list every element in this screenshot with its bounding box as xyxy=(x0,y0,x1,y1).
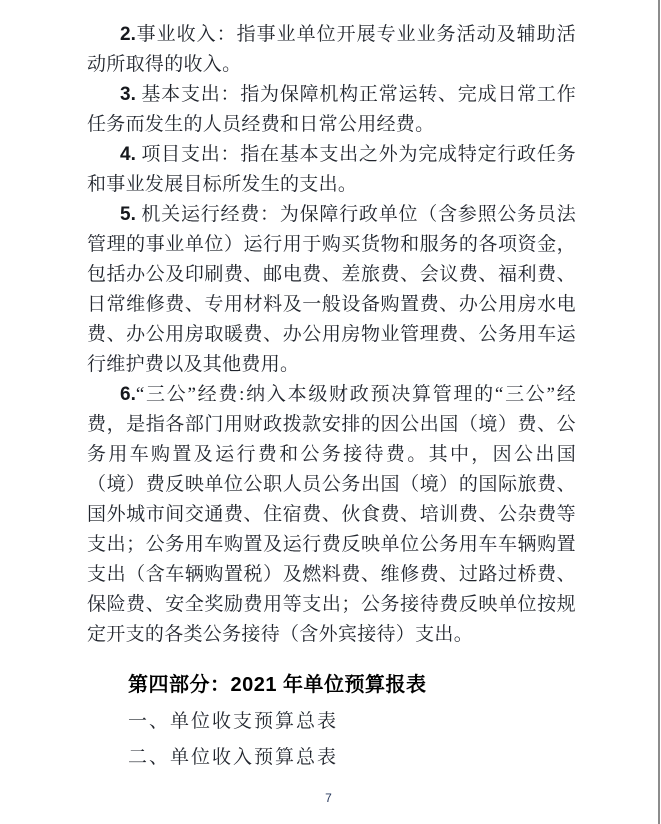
item-text: “三公”经费:纳入本级财政预决算管理的“三公”经费，是指各部门用财政拨款安排的因公出国（境）费、公务用车购置及运行费和公务接待费。其中，因公出国（境）费反映单位公职人员公务出国（境）的国际旅费、国外城市间交通费、住宿费、伙食费、培训费、公杂费等支出；公务用车购置及运行费反映单位公务用车车辆购置支出（含车辆购置税）及燃料费、维修费、过路过桥费、保险费、安全奖励费用等支出；公务接待费反映单位按规定开支的各类公务接待（含外宾接待）支出。 xyxy=(87,384,576,645)
item-text: 机关运行经费：为保障行政单位（含参照公务员法管理的事业单位）运行用于购买货物和服务的各项资金，包括办公及印刷费、邮电费、差旅费、会议费、福利费、日常维修费、专用材料及一般设备购置费、办公用房水电费、办公用房取暖费、办公用房物业管理费、公务用车运行维护费以及其他费用。 xyxy=(87,204,576,375)
list-item-income-expense-table: 一、单位收支预算总表 xyxy=(128,711,339,732)
page-number: 7 xyxy=(325,791,332,805)
item-number: 6. xyxy=(120,384,136,405)
page-content xyxy=(87,20,576,776)
item-number: 4. xyxy=(120,144,136,165)
item-text: 事业收入：指事业单位开展专业业务活动及辅助活动所取得的收入。 xyxy=(87,24,576,75)
item-number: 3. xyxy=(120,84,136,105)
definition-paragraph-3 xyxy=(87,80,576,140)
item-number: 2. xyxy=(120,24,136,45)
item-text: 基本支出：指为保障机构正常运转、完成日常工作任务而发生的人员经费和日常公用经费。 xyxy=(87,84,576,135)
section-heading: 第四部分：2021 年单位预算报表 xyxy=(128,674,427,696)
definition-paragraph-2 xyxy=(87,20,576,80)
definition-paragraph-6 xyxy=(87,380,576,650)
definition-paragraph-4 xyxy=(87,140,576,200)
item-text: 项目支出：指在基本支出之外为完成特定行政任务和事业发展目标所发生的支出。 xyxy=(87,144,576,195)
definition-paragraph-5 xyxy=(87,200,576,380)
report-table-list xyxy=(87,704,576,776)
page-right-edge xyxy=(658,0,660,824)
list-item-income-table: 二、单位收入预算总表 xyxy=(128,747,339,768)
item-number: 5. xyxy=(120,204,136,225)
